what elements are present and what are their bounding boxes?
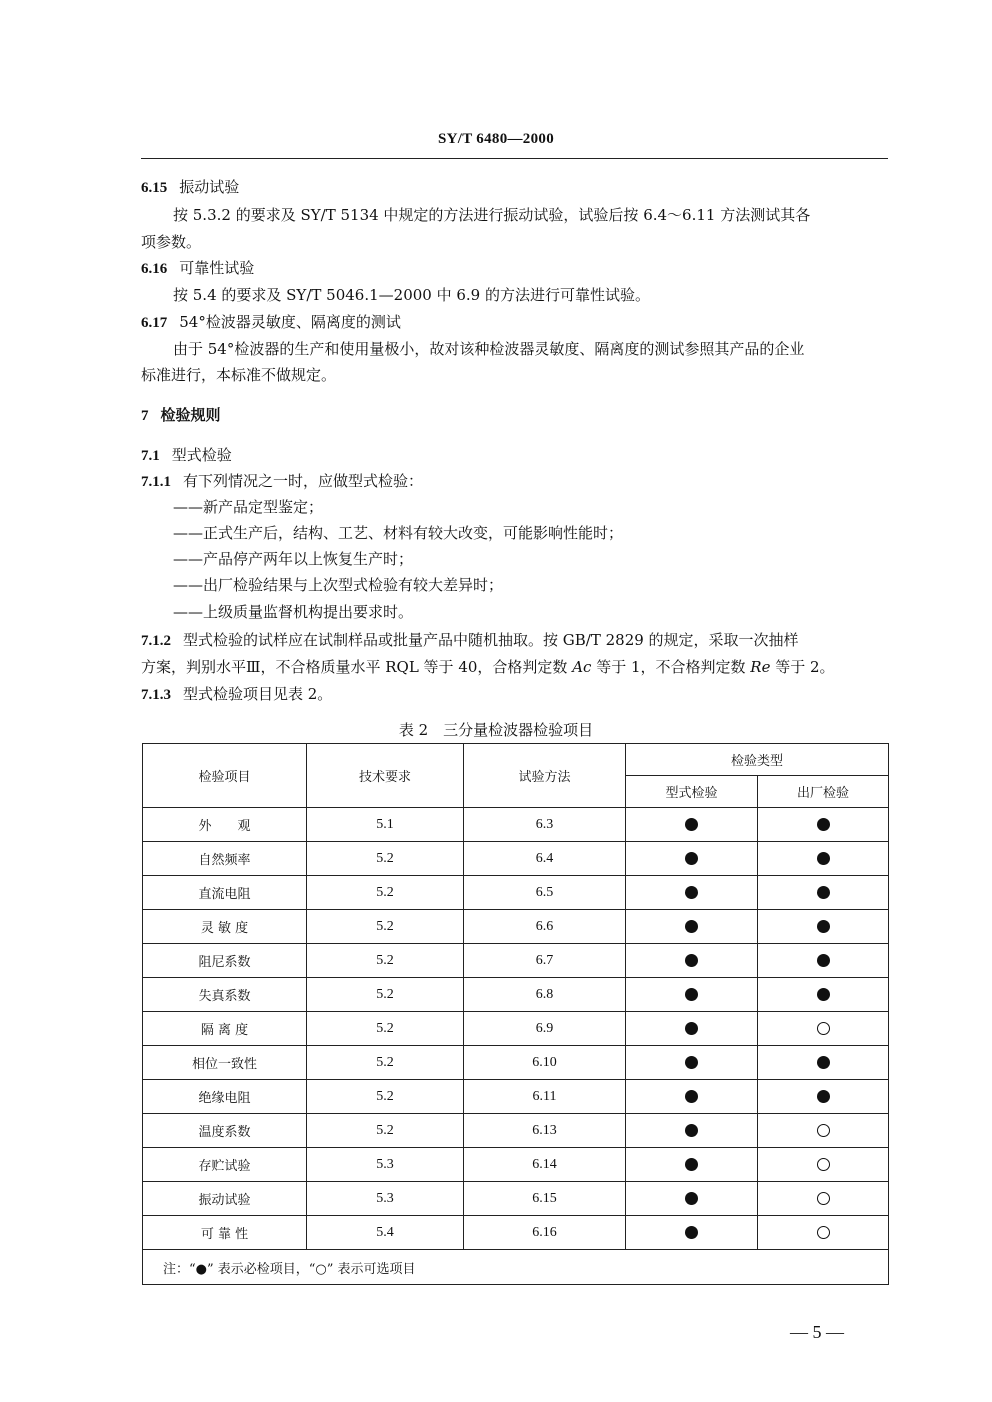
cell-requirement: 5.2	[307, 978, 464, 1012]
optional-circle-icon	[817, 1192, 830, 1205]
required-dot-icon	[685, 1192, 698, 1205]
cell-factory-test	[758, 1216, 889, 1250]
section-number: 7.1.2	[141, 633, 171, 649]
required-dot-icon	[685, 1090, 698, 1103]
cell-type-test	[626, 1148, 758, 1182]
list-item: ——出厂检验结果与上次型式检验有较大差异时；	[173, 576, 504, 594]
cell-factory-test	[758, 1046, 889, 1080]
inspection-items-table	[142, 743, 889, 1285]
section-number: 6.15	[141, 180, 168, 196]
required-dot-icon	[817, 852, 830, 865]
required-dot-icon	[817, 920, 830, 933]
re-symbol: Re	[750, 658, 771, 676]
header-type-test: 型式检验	[626, 776, 758, 808]
cell-type-test	[626, 1046, 758, 1080]
section-text: 型式检验的试样应在试制样品或批量产品中随机抽取。按 GB/T 2829 的规定，采取一次抽样	[183, 631, 799, 649]
section-title: 可靠性试验	[179, 259, 255, 277]
cell-method: 6.9	[464, 1012, 626, 1046]
header-requirement: 技术要求	[307, 744, 464, 808]
cell-type-test	[626, 842, 758, 876]
cell-item: 振动试验	[143, 1182, 307, 1216]
ac-symbol: Ac	[572, 658, 592, 676]
cell-requirement: 5.2	[307, 842, 464, 876]
table-row	[143, 1148, 889, 1182]
header-item: 检验项目	[143, 744, 307, 808]
cell-item: 失真系数	[143, 978, 307, 1012]
cell-type-test	[626, 1114, 758, 1148]
section-7-1-2-line1	[141, 630, 888, 651]
cell-method: 6.10	[464, 1046, 626, 1080]
cell-factory-test	[758, 842, 889, 876]
cell-method: 6.5	[464, 876, 626, 910]
required-dot-icon	[685, 1158, 698, 1171]
section-text: 型式检验项目见表 2。	[183, 685, 333, 703]
header-method: 试验方法	[464, 744, 626, 808]
cell-item: 阻尼系数	[143, 944, 307, 978]
cell-item: 可 靠 性	[143, 1216, 307, 1250]
cell-factory-test	[758, 1148, 889, 1182]
list-item: ——正式生产后，结构、工艺、材料有较大改变，可能影响性能时；	[173, 524, 624, 542]
section-title: 检验规则	[160, 406, 221, 424]
required-dot-icon	[817, 1090, 830, 1103]
required-dot-icon	[685, 1226, 698, 1239]
optional-circle-icon	[817, 1124, 830, 1137]
text-fragment: 方案，判别水平Ⅲ，不合格质量水平 RQL 等于 40，合格判定数	[141, 658, 573, 676]
required-dot-icon	[685, 852, 698, 865]
page-header-standard-code: SY/T 6480—2000	[437, 131, 555, 147]
table-row	[143, 1080, 889, 1114]
optional-circle-icon	[817, 1158, 830, 1171]
optional-circle-icon	[817, 1226, 830, 1239]
header-factory-test: 出厂检验	[758, 776, 889, 808]
table-row	[143, 1046, 889, 1080]
required-dot-icon	[685, 954, 698, 967]
section-number: 7.1.1	[141, 474, 171, 490]
cell-factory-test	[758, 808, 889, 842]
required-dot-icon	[685, 920, 698, 933]
cell-method: 6.11	[464, 1080, 626, 1114]
cell-requirement: 5.2	[307, 876, 464, 910]
cell-item: 直流电阻	[143, 876, 307, 910]
cell-factory-test	[758, 1012, 889, 1046]
required-dot-icon	[685, 988, 698, 1001]
cell-item: 隔 离 度	[143, 1012, 307, 1046]
cell-item: 相位一致性	[143, 1046, 307, 1080]
cell-method: 6.14	[464, 1148, 626, 1182]
cell-method: 6.7	[464, 944, 626, 978]
cell-item: 存贮试验	[143, 1148, 307, 1182]
table-row	[143, 944, 889, 978]
cell-method: 6.3	[464, 808, 626, 842]
section-7-1-1-text	[141, 471, 888, 492]
section-7-1-2-line2	[141, 657, 888, 677]
section-text: 有下列情况之一时，应做型式检验：	[183, 472, 424, 490]
cell-type-test	[626, 808, 758, 842]
list-item: ——产品停产两年以上恢复生产时；	[173, 550, 414, 568]
section-number: 7.1.3	[141, 687, 171, 703]
cell-requirement: 5.2	[307, 944, 464, 978]
section-number: 7.1	[141, 448, 160, 464]
cell-method: 6.6	[464, 910, 626, 944]
cell-item: 外 观	[143, 808, 307, 842]
section-6-15-text-line2: 项参数。	[141, 233, 202, 251]
section-title: 振动试验	[179, 178, 240, 196]
cell-requirement: 5.2	[307, 1080, 464, 1114]
header-rule	[141, 158, 888, 159]
optional-circle-icon	[817, 1022, 830, 1035]
required-dot-icon	[685, 818, 698, 831]
cell-requirement: 5.3	[307, 1148, 464, 1182]
cell-factory-test	[758, 1080, 889, 1114]
required-dot-icon	[817, 1056, 830, 1069]
cell-requirement: 5.2	[307, 1114, 464, 1148]
cell-method: 6.8	[464, 978, 626, 1012]
table-row	[143, 842, 889, 876]
cell-factory-test	[758, 876, 889, 910]
section-6-16-heading	[141, 258, 888, 279]
required-dot-icon	[685, 886, 698, 899]
section-7-heading	[141, 405, 888, 426]
cell-type-test	[626, 1080, 758, 1114]
cell-requirement: 5.1	[307, 808, 464, 842]
cell-method: 6.13	[464, 1114, 626, 1148]
table-row	[143, 910, 889, 944]
cell-method: 6.15	[464, 1182, 626, 1216]
section-6-17-text-line2: 标准进行，本标准不做规定。	[141, 366, 337, 384]
cell-type-test	[626, 910, 758, 944]
section-title: 54°检波器灵敏度、隔离度的测试	[179, 313, 401, 331]
table-row	[143, 808, 889, 842]
table-row	[143, 1012, 889, 1046]
cell-type-test	[626, 944, 758, 978]
section-6-17-text-line1: 由于 54°检波器的生产和使用量极小，故对该种检波器灵敏度、隔离度的测试参照其产品的企业	[173, 340, 805, 358]
cell-factory-test	[758, 944, 889, 978]
text-fragment: 等于 1，不合格判定数	[591, 658, 751, 676]
cell-item: 温度系数	[143, 1114, 307, 1148]
cell-item: 自然频率	[143, 842, 307, 876]
cell-item: 灵 敏 度	[143, 910, 307, 944]
cell-type-test	[626, 876, 758, 910]
table-row	[143, 1114, 889, 1148]
required-dot-icon	[685, 1022, 698, 1035]
cell-method: 6.4	[464, 842, 626, 876]
required-dot-icon	[685, 1056, 698, 1069]
list-item: ——新产品定型鉴定；	[173, 498, 324, 516]
section-number: 7	[141, 408, 149, 424]
cell-requirement: 5.3	[307, 1182, 464, 1216]
section-6-17-heading	[141, 312, 888, 333]
table-row	[143, 978, 889, 1012]
cell-requirement: 5.2	[307, 910, 464, 944]
required-dot-icon	[817, 988, 830, 1001]
required-dot-icon	[817, 818, 830, 831]
cell-item: 绝缘电阻	[143, 1080, 307, 1114]
cell-factory-test	[758, 1182, 889, 1216]
required-dot-icon	[817, 954, 830, 967]
cell-factory-test	[758, 978, 889, 1012]
section-7-1-heading	[141, 445, 888, 466]
cell-requirement: 5.4	[307, 1216, 464, 1250]
page-number: — 5 —	[790, 1322, 844, 1342]
table-row	[143, 876, 889, 910]
cell-type-test	[626, 978, 758, 1012]
section-6-16-text: 按 5.4 的要求及 SY/T 5046.1—2000 中 6.9 的方法进行可靠性试验。	[173, 286, 650, 304]
table-note: 注：“●” 表示必检项目，“○” 表示可选项目	[143, 1250, 889, 1285]
cell-requirement: 5.2	[307, 1046, 464, 1080]
section-6-15-heading	[141, 177, 888, 198]
cell-type-test	[626, 1182, 758, 1216]
list-item: ——上级质量监督机构提出要求时。	[173, 603, 414, 621]
required-dot-icon	[817, 886, 830, 899]
section-number: 6.17	[141, 315, 168, 331]
table-row	[143, 1182, 889, 1216]
required-dot-icon	[685, 1124, 698, 1137]
cell-method: 6.16	[464, 1216, 626, 1250]
cell-type-test	[626, 1216, 758, 1250]
cell-requirement: 5.2	[307, 1012, 464, 1046]
table-caption: 表 2 三分量检波器检验项目	[398, 721, 594, 739]
cell-factory-test	[758, 910, 889, 944]
text-fragment: 等于 2。	[770, 658, 835, 676]
cell-type-test	[626, 1012, 758, 1046]
section-title: 型式检验	[171, 446, 232, 464]
cell-factory-test	[758, 1114, 889, 1148]
section-6-15-text-line1: 按 5.3.2 的要求及 SY/T 5134 中规定的方法进行振动试验，试验后按 6.4～6.11 方法测试其各	[173, 206, 811, 224]
table-row	[143, 1216, 889, 1250]
section-number: 6.16	[141, 261, 168, 277]
header-inspection-type: 检验类型	[626, 744, 889, 776]
section-7-1-3-text	[141, 684, 888, 705]
